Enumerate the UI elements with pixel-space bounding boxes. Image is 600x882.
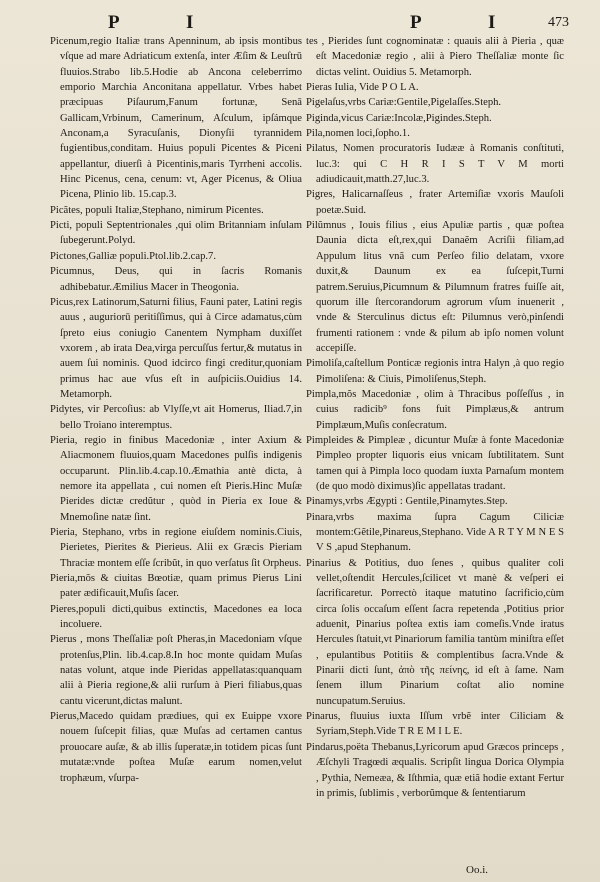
dictionary-entry: Pieras Iulia, Vide P O L A. (306, 82, 419, 94)
dictionary-entry: Picãtes, populi Italiæ,Stephano, nimirum Picentes. (50, 204, 264, 216)
dictionary-entry: Pinara,vrbs maxima ſupra Cagum Ciliciæ montem:Gẽtile,Pinareus,Stephano. Vide A R T Y M N E S V S ,apud Stephanum. (306, 511, 564, 554)
left-column (50, 34, 302, 786)
right-column (306, 34, 564, 801)
header-letter: I (488, 12, 497, 33)
dictionary-entry: Pierus , mons Theſſaliæ poſt Pheras,in Macedoniam vſque protenſus,Plin. lib.4.cap.8.In hoc monte quidam Muſas natas volunt, atque inde Pieridas appellatas:quanquam alii à Pieria regione,& alii rurſum à Pieri filiabus,quas cantu vicerunt,dictas malunt. (50, 634, 302, 707)
dictionary-entry: Pigelaſus,vrbs Cariæ:Gentile,Pigelaſſes.Steph. (306, 97, 502, 109)
dictionary-entry: Pila,nomen loci,ſopho.1. (306, 128, 410, 140)
dictionary-entry: Pimpla,mõs Macedoniæ , olim à Thracibus poſſeſſus , in cuius radicib⁹ fons fuit Pimplæus,& antrum Pimplæum,Muſis conſecratum. (306, 388, 564, 431)
dictionary-entry: Picus,rex Latinorum,Saturni filius, Fauni pater, Latini regis auus , auguriorū peritiſſimus, qui à Circe adamatus,cùm ſpreto eius coniugio Canentem Nympham duxiſſet vxorem , ab irata Dea,virga percuſſus fertur,& mutatus in auem ſui nominis. Quod idcirco fingi creditur,quoniam primus hac aue vſus eſt in auſpiciis.Ouidius 14. Metamorph. (50, 296, 302, 400)
header-letter: I (186, 12, 195, 33)
page-footer (0, 864, 600, 878)
page-number: 473 (548, 15, 569, 30)
header-letter: P (108, 12, 121, 33)
dictionary-entry: tes , Pierides ſunt cognominatæ : quauis alii à Pieria , quæ eſt Macedoniæ regio , alii à Piero Theſſaliæ monte ſic dictas velint. Ouidius 5. Metamorph. (306, 36, 564, 78)
dictionary-entry: Pilatus, Nomen procuratoris Iudææ à Romanis conſtituti, luc.3: qui C H R I S T V M morti adiudicauit,matth.27,luc.3. (306, 143, 564, 186)
dictionary-entry: Pidytes, vir Percoſius: ab Vlyſſe,vt ait Homerus, Iliad.7,in bello Troiano interemptus. (50, 404, 302, 431)
header-letter: P (410, 12, 423, 33)
dictionary-entry: Pinamys,vrbs Ægypti : Gentile,Pinamytes.Step. (306, 496, 508, 508)
dictionary-entry: Pieres,populi dicti,quibus extinctis, Macedones ea loca incoluere. (50, 603, 302, 631)
running-header (0, 6, 600, 32)
dictionary-entry: Pictones,Galliæ populi.Ptol.lib.2.cap.7. (50, 250, 216, 262)
dictionary-entry: Picumnus, Deus, qui in ſacris Romanis adhibebatur.Æmilius Macer in Theogonia. (50, 266, 302, 293)
dictionary-entry: Pindarus,poëta Thebanus,Lyricorum apud Græcos princeps , Æſchyli Tragœdi æqualis. Scripſit lingua Dorica Olympia , Pythia, Nemeæa, & Iſthmia, quæ etiã hodie extant Fertur in primis, ſublimis , verborũmque & ſententiarum (306, 741, 564, 799)
dictionary-entry: Pigres, Halicarnaſſeus , frater Artemiſiæ vxoris Mauſoli poetæ.Suid. (306, 189, 564, 216)
dictionary-entry: Pinarius & Potitius, duo ſenes , quibus qualiter coli vellet,oſtendit Hercules,ſcilicet vt manè & veſperi ei ſacrificaretur. Porrectò itaque matutino ſacrificio,cùm circa ſolis occaſum eſſent ſacra repetenda ,Potitius prior aduenit, Pinarius poſtea extis iam comeſis.Vnde iratus Hercules ſtatuit,vt Pinariorum familia tantùm miniſtra eſſet , epulantibus Potitiis & complentibus ſacra.Vnde & Pinarii dicti ſunt, ἀπὸ τῆς πείνης, id eſt à ſame. Nam ſenem illum Pinarium coſtat alio nomine nuncupatum.Seruius. (306, 557, 565, 707)
dictionary-entry: Piginda,vicus Cariæ:Incolæ,Pigindes.Steph. (306, 112, 492, 124)
dictionary-entry: Pieria, regio in finibus Macedoniæ , inter Axium & Aliacmonem fluuios,quam Macedones pulſis indigenis occuparunt. Plin.lib.4.cap.10.Æmathia antè dicta, à nemore ita appellata , cui nomen eſt Pieris.Hinc Muſæ Pierides dictæ credũtur , quòd in Pieria ex Ioue & Mnemoſine natæ ſint. (50, 434, 302, 523)
dictionary-entry: Pimpleides & Pimpleæ , dicuntur Muſæ à fonte Macedoniæ Pimpleo propter liquoris eius vnicam ſubtilitatem. Sunt tamen qui à Pimpla loco quodam iuxta Parnaſum montem (de quo modò diximus)ſic appellatas tradant. (306, 434, 564, 492)
dictionary-entry: Picti, populi Septentrionales ,qui olim Britanniam inſulam ſubegerunt.Polyd. (50, 220, 302, 247)
dictionary-entry: Pilũmnus , Iouis filius , eius Apuliæ partis , quæ poſtea Daunia dicta eſt,rex,qui Danaẽm Acriſii filiam,ad Appulum litus vnã cum Perſeo filio delatam, vxore duxit,& Daunum ex ea ſuſcepit,Turni patrem.Seruius,Picumnum & Pilumnum fratres fuiſſe ait, quorum ille ſtercorandorum agrorum vſum inuenerit , vnde & Sterculinus dictus eſt: Pilumnus verò,pinſendi frumenti rationem : vnde & pilum ab ipſo nomen volunt accepiſſe. (306, 220, 564, 354)
dictionary-entry: Pinarus, fluuius iuxta Iſſum vrbẽ inter Ciliciam & Syriam,Steph.Vide T R E M I L E. (306, 711, 564, 738)
dictionary-entry: Pimoliſa,caſtellum Ponticæ regionis intra Halyn ,à quo regio Pimoliſena: & Ciuis, Pimoliſenus,Steph. (306, 358, 564, 385)
dictionary-entry: Pieria,mõs & ciuitas Bœotiæ, quam primus Pierus Lini pater ædificauit,Muſis ſacer. (50, 573, 302, 600)
dictionary-entry: Pierus,Macedo quidam prædiues, qui ex Euippe vxore nouem ſuſcepit filias, quæ Muſas ad certamen cantus prouocare auſæ, & ab illis ſuperatæ,in totidem picas ſunt mutatæ:vnde poſtea Muſæ earum nomen,velut trophæum, vſurpa- (50, 711, 302, 784)
dictionary-entry: Pieria, Stephano, vrbs in regione eiuſdem nominis.Ciuis, Pierietes, Pierites & Pierieus. Alii ex Græcis Pieriam Thraciæ montem eſſe ſcribũt, in quo verſatus ſit Orpheus. (50, 527, 302, 569)
signature-mark: Oo.i. (466, 864, 488, 876)
dictionary-entry: Picenum,regio Italiæ trans Apenninum, ab ipsis montibus vſque ad mare Adriaticum extenſa, inter Æſim & Leuſtrū fluuios.Strabo lib.5.Hodie ab Ancona celeberrimo emporio Marchia Anconitana appellatur. Vrbes habet præcipuas Piſaurum,Fanum fortunæ, Senā Gallicam,Vrbinum, Camerinum, Aſculum, ipſámque Anconam,a Syracuſanis, Dionyſii tyrannidem fugientibus,conditam. Huius populi Picentes & Piceni appellantur, diuerſi à Picentinis,maris Tyrrheni accolis. Hinc Picenus, cena, cenum: vt, Ager Picenus, & Oliua Picena, Plinio lib. 15.cap.3. (50, 36, 302, 201)
